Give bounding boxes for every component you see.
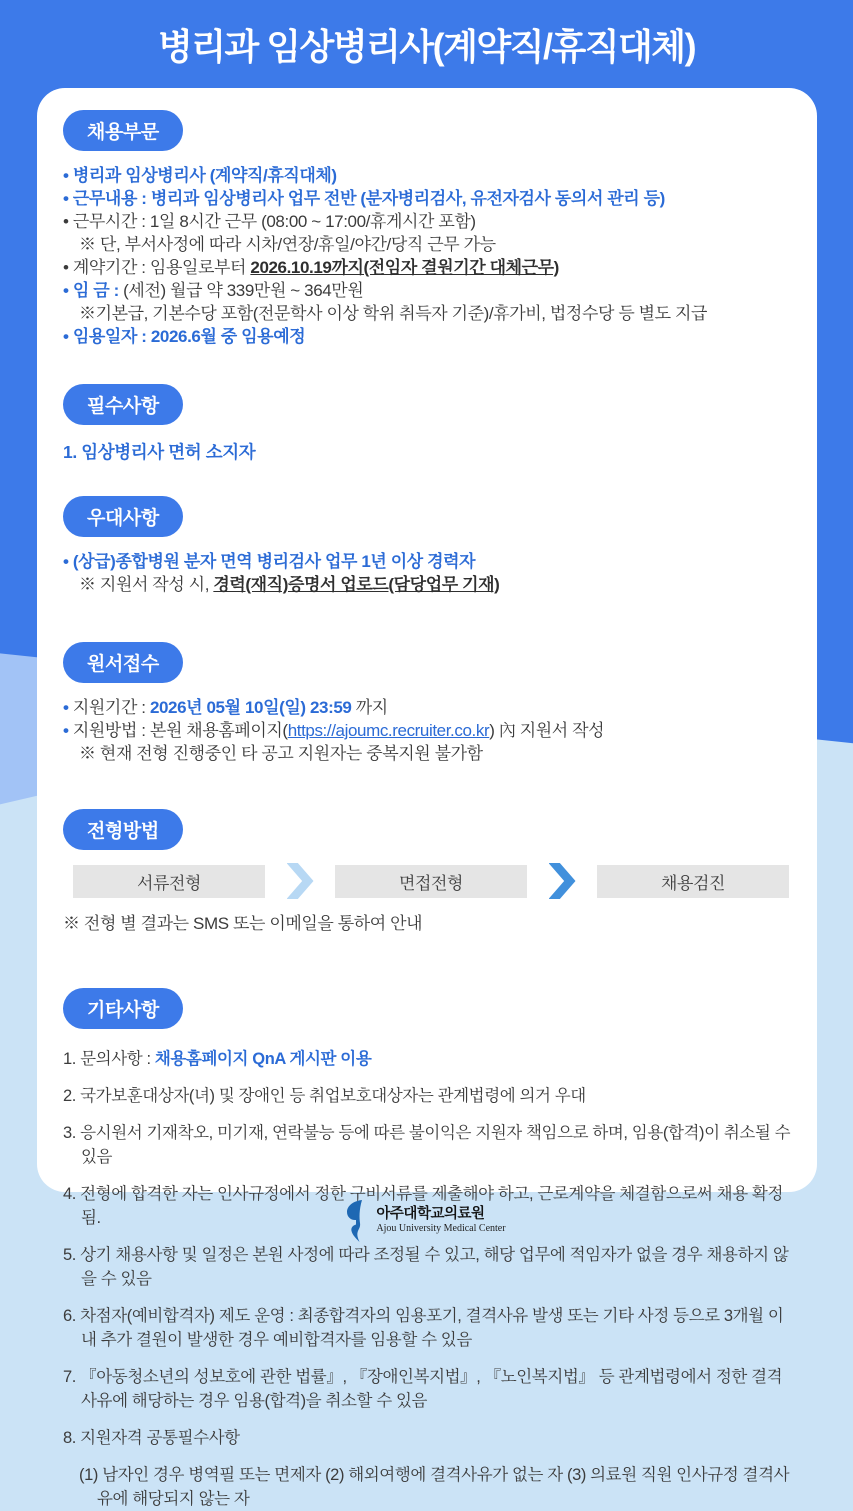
etc-item1-prefix: 1. 문의사항 : — [63, 1050, 155, 1068]
footer-org-korean: 아주대학교의료원 — [376, 1206, 485, 1223]
contract-prefix: 계약기간 : 임용일로부터 — [72, 258, 251, 277]
footer — [0, 1194, 853, 1247]
step-interview: 면접전형 — [335, 865, 527, 898]
page-title: 병리과 임상병리사(계약직/휴직대체) — [157, 25, 696, 67]
etc-item-6: 6. 차점자(예비합격자) 제도 운영 : 최종합격자의 임용포기, 결격사유 발생 또는 기타 사정 등으로 3개월 이내 추가 결원이 발생한 경우 예비합격자를 임용할 수 있음 — [63, 1307, 784, 1349]
recruit-homepage-link[interactable]: https://ajoumc.recruiter.co.kr — [287, 721, 490, 740]
etc-item-2: 2. 국가보훈대상자(녀) 및 장애인 등 취업보호대상자는 관계법령에 의거 우대 — [63, 1087, 586, 1105]
period-label: 지원기간 : — [72, 698, 150, 717]
recruit-job-line: • 병리과 임상병리사 (계약직/휴직대체) — [63, 164, 791, 187]
application-note: ※ 현재 전형 진행중인 타 공고 지원자는 중복지원 불가함 — [79, 744, 483, 763]
etc-item-1 — [63, 1047, 791, 1071]
section-header-process: 전형방법 — [63, 809, 183, 850]
preferred-section — [63, 550, 791, 596]
etc-section — [63, 1047, 791, 1511]
application-period-line — [63, 696, 791, 719]
etc-item-7: 7. 『아동청소년의 성보호에 관한 법률』, 『장애인복지법』, 『노인복지법』 등 관계법령에서 정한 결격사유에 해당하는 경우 임용(합격)을 취소할 수 있음 — [63, 1368, 783, 1410]
recruit-salary-line — [63, 279, 791, 302]
etc-item-5: 5. 상기 채용사항 및 일정은 본원 사정에 따라 조정될 수 있고, 해당 업무에 적임자가 없을 경우 채용하지 않을 수 있음 — [63, 1246, 789, 1288]
process-note: ※ 전형 별 결과는 SMS 또는 이메일을 통하여 안내 — [63, 914, 423, 933]
period-suffix: 까지 — [351, 698, 388, 717]
required-item: 1. 임상병리사 면허 소지자 — [63, 442, 256, 462]
step-document-screening: 서류전형 — [73, 865, 265, 898]
preferred-note — [63, 573, 791, 596]
chevron-right-icon — [287, 863, 314, 899]
recruit-duty-line: • 근무내용 : 병리과 임상병리사 업무 전반 (분자병리검사, 유전자검사 동의서 관리 등) — [63, 187, 791, 210]
recruit-start-line: • 임용일자 : 2026.6월 중 임용예정 — [63, 325, 791, 348]
section-header-etc: 기타사항 — [63, 988, 183, 1029]
recruit-salary-note: ※기본급, 기본수당 포함(전문학사 이상 학위 취득자 기준)/휴가비, 법정수당 등 별도 지급 — [79, 304, 708, 323]
recruit-contract-line — [63, 256, 791, 279]
etc-item-8: 8. 지원자격 공통필수사항 — [63, 1429, 240, 1447]
footer-org-english: Ajou University Medical Center — [376, 1223, 506, 1235]
method-suffix: ) 內 지원서 작성 — [489, 721, 605, 740]
process-steps — [73, 863, 789, 899]
etc-item1-qna: 채용홈페이지 QnA 게시판 이용 — [154, 1050, 372, 1068]
etc-item-3: 3. 응시원서 기재착오, 미기재, 연락불능 등에 따른 불이익은 지원자 책임으로 하며, 임용(합격)이 취소될 수 있음 — [63, 1124, 791, 1166]
chevron-right-icon — [549, 863, 576, 899]
application-section — [63, 696, 791, 765]
recruit-section — [63, 164, 791, 348]
section-header-required: 필수사항 — [63, 384, 183, 425]
recruit-hours-line: • 근무시간 : 1일 8시간 근무 (08:00 ~ 17:00/휴게시간 포함) — [63, 210, 791, 233]
recruit-hours-note: ※ 단, 부서사정에 따라 시차/연장/휴일/야간/당직 근무 가능 — [79, 235, 496, 254]
salary-label: 임 금 : — [72, 281, 124, 300]
etc-item-4: 4. 전형에 합격한 자는 인사규정에서 정한 구비서류를 제출해야 하고, 근로계약을 체결함으로써 채용 확정됨. — [63, 1185, 783, 1227]
section-header-preferred: 우대사항 — [63, 496, 183, 537]
section-header-recruit: 채용부문 — [63, 110, 183, 151]
preferred-note-prefix: ※ 지원서 작성 시, — [79, 575, 214, 594]
application-method-line — [63, 719, 791, 742]
contract-deadline: 2026.10.19까지(전임자 결원기간 대체근무) — [250, 258, 559, 277]
preferred-note-bold: 경력(재직)증명서 업로드(담당업무 기재) — [213, 575, 500, 594]
etc-item-8-sub: (1) 남자인 경우 병역필 또는 면제자 (2) 해외여행에 결격사유가 없는 자 (3) 의료원 직원 인사규정 결격사유에 해당되지 않는 자 — [79, 1466, 790, 1508]
footer-org-name — [376, 1206, 505, 1234]
section-header-application: 원서접수 — [63, 642, 183, 683]
ajou-logo-icon — [347, 1200, 367, 1242]
preferred-item: • (상급)종합병원 분자 면역 병리검사 업무 1년 이상 경력자 — [63, 550, 791, 573]
salary-value: (세전) 월급 약 339만원 ~ 364만원 — [123, 281, 364, 300]
period-value: 2026년 05월 10일(일) 23:59 — [149, 698, 352, 717]
method-prefix: 지원방법 : 본원 채용홈페이지( — [72, 721, 288, 740]
step-health-exam: 채용검진 — [597, 865, 789, 898]
